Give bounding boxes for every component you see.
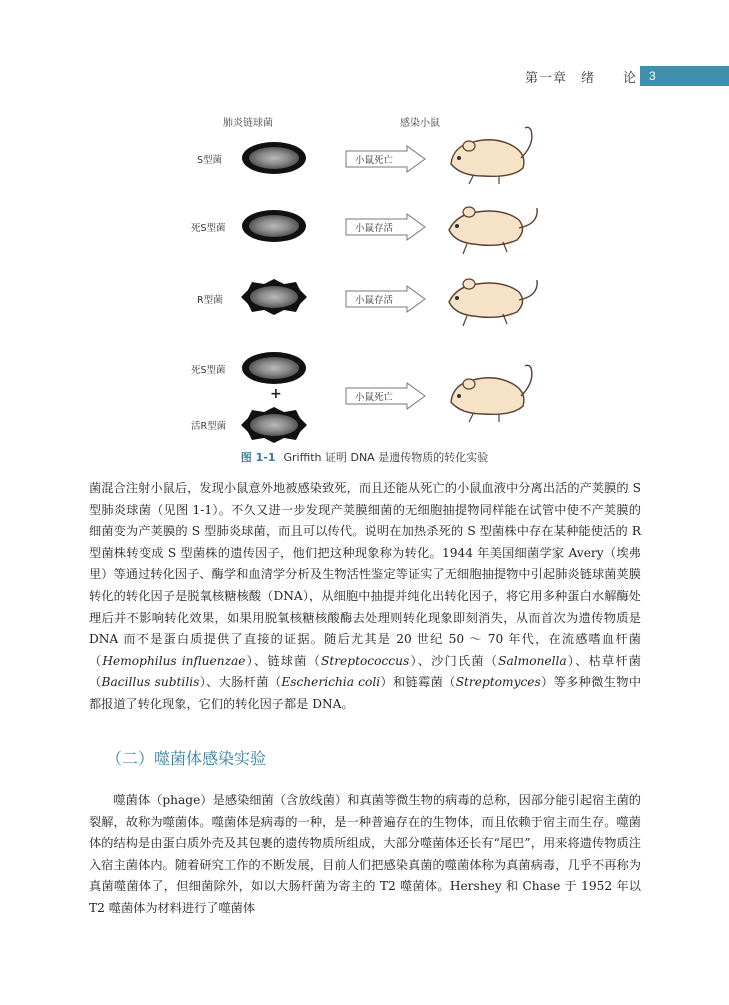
para1-text-3: ）、沙门氏菌（ bbox=[409, 653, 499, 668]
result-row3: 小鼠存活 bbox=[355, 295, 394, 306]
species-name: Salmonella bbox=[498, 653, 567, 668]
chapter-title: 第一章 绪 论 bbox=[524, 71, 637, 86]
section-heading: （二）噬菌体感染实验 bbox=[106, 749, 267, 768]
result-row4: 小鼠死亡 bbox=[355, 392, 394, 403]
result-row2: 小鼠存活 bbox=[355, 223, 394, 234]
plus-sign: + bbox=[270, 386, 282, 402]
dead-s-bacterium-icon bbox=[240, 208, 308, 244]
column-title-mice: 感染小鼠 bbox=[400, 118, 440, 129]
dead-s-bacterium-icon bbox=[240, 350, 308, 386]
para1-text-4: ）、枯草杆菌（ bbox=[89, 653, 641, 690]
figure-griffith-experiment bbox=[185, 112, 545, 442]
live-mouse-icon bbox=[443, 266, 543, 330]
paragraph-transformation bbox=[89, 478, 641, 716]
live-mouse-icon bbox=[443, 194, 543, 258]
para1-text-6: ）和链霉菌（ bbox=[380, 675, 456, 690]
species-name: Streptococcus bbox=[320, 653, 410, 668]
para1-text-7: ）等多种微生物中都报道了转化现象，它们的转化因子都是 DNA。 bbox=[89, 675, 642, 711]
row-label-s: S型菌 bbox=[197, 155, 223, 166]
live-r-bacterium-icon bbox=[240, 406, 308, 444]
row-label-dead-s: 死S型菌 bbox=[191, 223, 226, 234]
dead-mouse-icon bbox=[443, 362, 543, 426]
species-name: Hemophilus influenzae bbox=[102, 653, 246, 668]
row-label-r: R型菌 bbox=[197, 295, 223, 306]
result-row1: 小鼠死亡 bbox=[355, 155, 394, 166]
figure-caption bbox=[0, 449, 729, 465]
figure-number: 图 1-1 bbox=[240, 451, 276, 464]
para1-text-2: ）、链球菌（ bbox=[245, 653, 321, 668]
r-type-bacterium-icon bbox=[240, 278, 308, 316]
column-title-bacteria: 肺炎链球菌 bbox=[223, 118, 273, 129]
page-header bbox=[0, 67, 729, 87]
row-label-dead-s-mix: 死S型菌 bbox=[191, 365, 226, 376]
s-type-bacterium-icon bbox=[240, 140, 308, 176]
page-number-badge: 3 bbox=[640, 66, 729, 86]
para1-text-1: 菌混合注射小鼠后，发现小鼠意外地被感染致死，而且还能从死亡的小鼠血液中分离出活的产荚膜的 S 型肺炎球菌（见图 1-1）。不久又进一步发现产荚膜细菌的无细胞抽提物同样能在试管中使不产荚膜的细菌变为产荚膜的 S 型肺炎球菌，而且可以传代。说明在加热杀死的 S 型菌株中存在某种能使活的 R 型菌株转变成 S 型菌株的遗传因子，他们把这种现象称为转化。1944 年美国细菌学家 Avery（埃弗里）等通过转化因子、酶学和血清学分析及生物活性鉴定等证实了无细胞抽提物中引起肺炎链球菌荚膜转化的转化因子是脱氧核糖核酸（DNA），从细胞中抽提并纯化出转化因子，将它用多种蛋白水解酶处理后并不影响转化效果，如果用脱氧核糖核酸酶去处理则转化现象即刻消失，从而首次为遗传物质是 DNA 而不是蛋白质提供了直接的证据。随后尤其是 20 世纪 50 ～ 70 年代，在流感嗜血杆菌（ bbox=[89, 481, 641, 668]
para1-text-5: ）、大肠杆菌（ bbox=[199, 675, 282, 690]
species-name: Streptomyces bbox=[455, 675, 541, 690]
row-label-live-r: 活R型菌 bbox=[191, 421, 227, 432]
species-name: Bacillus subtilis bbox=[101, 675, 200, 690]
species-name: Escherichia coli bbox=[281, 675, 381, 690]
phage-paragraph-text: 噬菌体（phage）是感染细菌（含放线菌）和真菌等微生物的病毒的总称，因部分能引起宿主菌的裂解，故称为噬菌体。噬菌体是病毒的一种，是一种普遍存在的生物体，而且依赖于宿主而生存。噬菌体的结构是由蛋白质外壳及其包裹的遗传物质所组成，大部分噬菌体还长有“尾巴”，用来将遗传物质注入宿主菌体内。随着研究工作的不断发展，目前人们把感染真菌的噬菌体称为真菌病毒，几乎不再称为真菌噬菌体了，但细菌除外，如以大肠杆菌为寄主的 T2 噬菌体。Hershey 和 Chase 于 1952 年以 T2 噬菌体为材料进行了噬菌体 bbox=[89, 793, 641, 915]
paragraph-phage bbox=[89, 790, 641, 920]
figure-caption-text: Griffith 证明 DNA 是遗传物质的转化实验 bbox=[283, 451, 489, 464]
dead-mouse-icon bbox=[443, 124, 543, 188]
